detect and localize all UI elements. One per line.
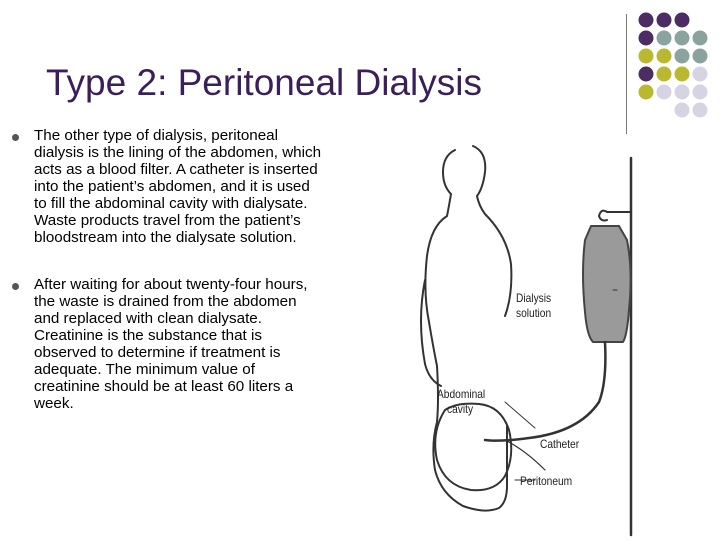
bullet-text: After waiting for about twenty-four hours, the waste is drained from the abdomen and replaced with clean dialysate. Creatinine is the substance that is observed to determine if treatment is adequate. The minimum value of creatinine should be at least 60 liters a week. [34,276,308,412]
bullet-text: The other type of dialysis, peritoneal dialysis is the lining of the abdomen, which acts as a blood filter. A catheter is inserted into the patient’s abdomen, and it is used to fill the abdominal cavity with dialysate. Waste products travel from the patient’s bloodstream into the dialysate solution. [34,127,322,246]
decorative-dot [639,13,654,28]
title-divider-line [626,14,627,134]
decorative-dot [675,67,690,82]
body-outline [425,150,507,511]
decorative-dot [639,49,654,64]
decorative-dot [675,85,690,100]
decorative-dot [693,85,708,100]
label-dialysis-solution-2: solution [516,306,552,320]
bullet-item [12,276,322,412]
decorative-dot [657,49,672,64]
decorative-dot [675,13,690,28]
decorative-dot [657,31,672,46]
bullet-item [12,127,322,246]
catheter-tube [485,342,605,441]
decorative-dot [675,49,690,64]
bullet-icon [12,283,19,290]
back-outline [473,146,511,316]
decorative-dot [639,31,654,46]
decorative-dot [639,67,654,82]
decorative-dot [693,31,708,46]
decorative-dot [693,67,708,82]
decorative-dot [657,85,672,100]
abdominal-cavity [435,404,511,491]
iv-hook [599,211,631,221]
slide-title: Type 2: Peritoneal Dialysis [46,62,482,103]
decorative-dot [639,85,654,100]
decorative-dot [693,49,708,64]
decorative-dot [657,13,672,28]
label-abdominal-cavity-2: cavity [447,402,474,416]
decorative-dot [693,103,708,118]
bullet-list [12,127,322,412]
label-peritoneum: Peritoneum [520,474,573,488]
dialysis-bag [583,226,631,342]
decorative-dot [675,31,690,46]
decorative-dot [657,67,672,82]
decorative-dot [675,103,690,118]
label-catheter: Catheter [540,437,580,451]
bullet-icon [12,134,19,141]
label-abdominal-cavity-1: Abdominal [437,387,486,401]
label-dialysis-solution-1: Dialysis [516,291,552,305]
